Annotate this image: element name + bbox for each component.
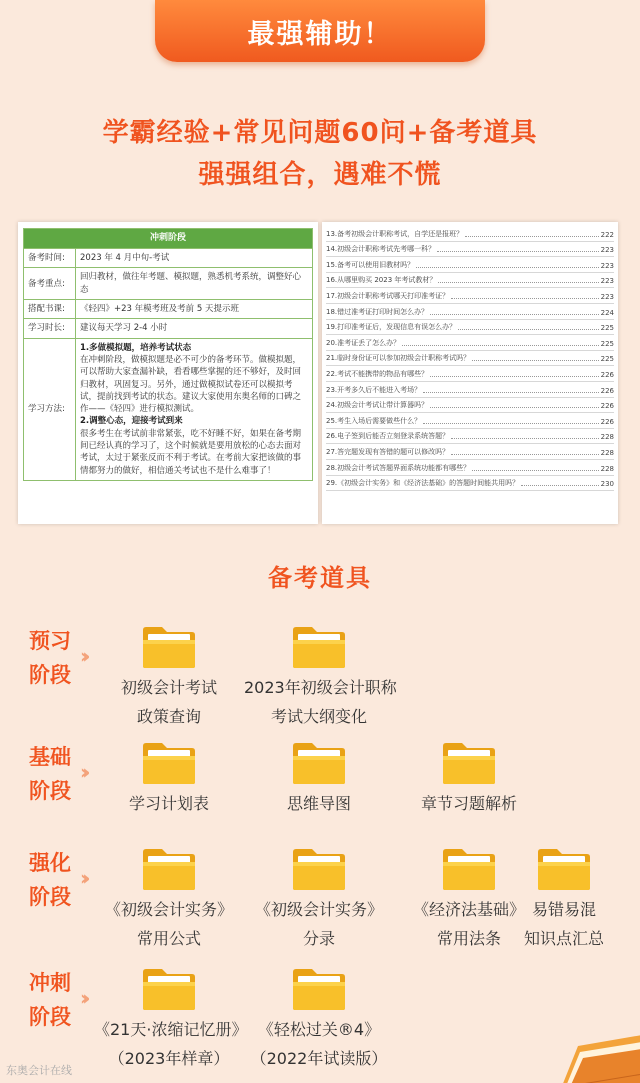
toc-leader [437,251,598,252]
tool-item-label: （2022年试读版） [250,1049,388,1068]
folder-icon [140,966,198,1012]
toc-title: 13.备考初级会计职称考试，自学还是报班？ [326,229,464,238]
stage-label-line: 强化 [29,851,71,875]
stage-label-line: 阶段 [29,1005,71,1029]
folder-icon [290,740,348,786]
toc-page: 223 [600,261,614,270]
plan-header: 冲刺阶段 [24,229,313,249]
folder-icon [290,966,348,1012]
toc-title: 19.打印准考证后，发现信息有误怎么办？ [326,323,457,332]
toc-leader [465,236,598,237]
folder-icon [440,740,498,786]
plan-key: 搭配书课: [24,299,76,318]
toc-row [326,335,614,351]
tool-item[interactable] [244,966,394,1070]
toc-title: 20.准考证丢了怎么办？ [326,338,401,347]
stage-label-line: 阶段 [29,885,71,909]
tool-item-label: 章节习题解析 [420,794,517,813]
stage-label-line: 预习 [29,629,71,653]
tool-item-label: 考试大纲变化 [270,707,367,726]
toc-row [326,257,614,273]
folder-icon [140,624,198,670]
toc-page: 223 [600,277,614,286]
banner-title: 最强辅助！ [247,18,393,50]
toc-page: 228 [600,464,614,473]
toc-row [326,288,614,304]
tool-item-label: （2023年样章） [108,1049,230,1068]
stage-label-line: 冲刺 [29,971,71,995]
toc-title: 28.初级会计考试答题界面系统功能都有哪些？ [326,463,471,472]
stage-label [22,740,78,808]
toc-row [326,413,614,429]
plan-key: 备考时间: [24,249,76,268]
plan-method [76,338,313,480]
study-plan-table [23,228,313,481]
top-banner [155,0,485,62]
tool-item-label: 《21天·浓缩记忆册》 [94,1020,248,1039]
toc-title: 25.考生入场后需要做些什么？ [326,416,422,425]
tool-item[interactable] [94,966,248,1070]
toc-title: 26.电子签到后能否立刻登录系统答题？ [326,432,450,441]
toc-leader [472,470,598,471]
tool-item-label: 分录 [302,929,335,948]
folder-icon [440,846,498,892]
toc-page: 223 [600,246,614,255]
toc-leader [402,345,598,346]
toc-leader [430,407,598,408]
plan-key: 学习时长: [24,319,76,338]
tool-item-label: 常用公式 [136,929,201,948]
toc-title: 27.答完题发现有答错的题可以修改吗？ [326,447,450,456]
stage-label [22,624,78,692]
toc-leader [430,376,598,377]
toc-page: 223 [600,292,614,301]
toc-page: 224 [600,308,614,317]
toc-leader [458,329,598,330]
toc-row [326,476,614,492]
toc-row [326,429,614,445]
toc-title: 29.《初级会计实务》和《经济法基础》的答题时间能共用吗？ [326,479,520,488]
toc-leader [521,485,598,486]
tool-item[interactable] [244,624,397,728]
toc-row [326,273,614,289]
toc-leader [451,298,598,299]
toc-title: 15.备考可以使用旧教材吗？ [326,260,415,269]
tool-item[interactable] [94,624,244,728]
toc-page: 226 [600,370,614,379]
stage-label-line: 阶段 [29,779,71,803]
tool-item-label: 2023年初级会计职称 [244,678,397,697]
plan-value: 2023 年 4 月中旬-考试 [76,249,313,268]
toc-row [326,444,614,460]
plan-value: 建议每天学习 2-4 小时 [76,319,313,338]
toc-row [326,366,614,382]
folder-icon [140,740,198,786]
tool-item-label: 学习计划表 [128,794,209,813]
chevron-right-icon: ›› [80,866,85,890]
book-decoration [548,1016,640,1083]
stage-label-line: 阶段 [29,663,71,687]
chevron-right-icon: ›› [80,986,85,1010]
toc-page: 226 [600,402,614,411]
method-paragraph-2: 很多考生在考试前非常紧张，吃不好睡不好，如果在备考期间已经认真的学习了，这个时候就是要用放松的心态去面对考试，太过于紧张反而不利于考试。在考前大家把该做的事情都努力的做好，相信通关考试也不是什么难事了！ [80,428,302,476]
toc-page: 225 [600,339,614,348]
toc-page: 226 [600,417,614,426]
tool-item-label: 思维导图 [286,794,351,813]
toc-title: 18.错过准考证打印时间怎么办？ [326,307,429,316]
tool-item-label: 初级会计考试 [120,678,217,697]
chevron-right-icon: ›› [80,644,85,668]
tool-item[interactable] [94,740,244,815]
brand-logo: 东奥会计在线 [6,1064,72,1077]
tool-item[interactable] [244,740,394,815]
toc-title: 24.初级会计考试让带计算器吗？ [326,401,429,410]
toc-leader [430,314,598,315]
toc-leader [472,360,598,361]
toc-leader [451,438,598,439]
toc-page: 222 [600,230,614,239]
toc-leader [438,282,598,283]
tool-item[interactable] [94,846,244,950]
toc-page: 228 [600,448,614,457]
plan-key: 学习方法: [24,338,76,480]
plan-value: 《轻四》+23 年模考班及考前 5 天提示班 [76,299,313,318]
toc-page: 226 [600,386,614,395]
plan-key: 备考重点: [24,268,76,300]
stage-label [22,846,78,914]
headline-line-2: 强强组合，遇难不慌 [198,160,442,190]
toc-title: 17.初级会计职称考试哪天打印准考证？ [326,291,450,300]
tool-item-label: 政策查询 [136,707,201,726]
folder-icon [140,846,198,892]
toc-leader [451,454,598,455]
plan-value: 回归教材，做往年考题、模拟题，熟悉机考系统，调整好心态 [76,268,313,300]
toc-row [326,382,614,398]
tool-item-label: 《初级会计实务》 [254,900,383,919]
tool-item-label: 《经济法基础》 [412,900,525,919]
faq-contents-list [326,226,614,491]
tool-item-label: 知识点汇总 [523,929,604,948]
toc-row [326,398,614,414]
tool-item-label: 《轻松过关®4》 [257,1020,381,1039]
tool-item[interactable] [394,740,544,815]
tool-item-label: 常用法条 [436,929,501,948]
folder-icon [290,846,348,892]
toc-title: 21.临时身份证可以参加初级会计职称考试吗？ [326,354,471,363]
toc-title: 22.考试不能携带的物品有哪些？ [326,369,429,378]
method-heading-1: 1.多做模拟题，培养考试状态 [80,342,192,353]
tool-item[interactable] [244,846,394,950]
toc-leader [416,267,598,268]
folder-icon [290,624,348,670]
toc-row [326,242,614,258]
toc-title: 14.初级会计职称考试先考哪一科？ [326,245,436,254]
stage-label-line: 基础 [29,745,71,769]
stage-label [22,966,78,1034]
toc-page: 228 [600,433,614,442]
toc-page: 225 [600,355,614,364]
method-paragraph-1: 在冲刺阶段，做模拟题是必不可少的备考环节。做模拟题，可以帮助大家查漏补缺，看看哪些掌握的还不够好，及时回归教材，巩固复习。另外，通过做模拟试卷还可以模拟考试，提前找到考试的状态。建议大家使用东奥名师的口碑之作——《轻四》进行模拟测试。 [80,354,302,415]
toc-row [326,226,614,242]
toc-row [326,460,614,476]
faq-contents-document [322,222,618,524]
study-plan-document [18,222,318,524]
tools-section-title: 备考道具 [268,564,372,592]
toc-row [326,304,614,320]
folder-icon [535,846,593,892]
headline-line-1: 学霸经验+常见问题60问+备考道具 [102,118,538,148]
toc-leader [423,423,598,424]
toc-page: 225 [600,324,614,333]
toc-row [326,351,614,367]
toc-title: 23.开考多久后不能进入考场？ [326,385,422,394]
chevron-right-icon: ›› [80,760,85,784]
method-heading-2: 2.调整心态，迎接考试到来 [80,416,183,427]
toc-title: 16.从哪里购买 2023 年考试教材？ [326,276,437,285]
toc-leader [423,392,598,393]
tool-item-label: 易错易混 [531,900,596,919]
tool-item-label: 《初级会计实务》 [104,900,233,919]
toc-row [326,320,614,336]
toc-page: 230 [600,480,614,489]
tool-item[interactable] [504,846,624,950]
